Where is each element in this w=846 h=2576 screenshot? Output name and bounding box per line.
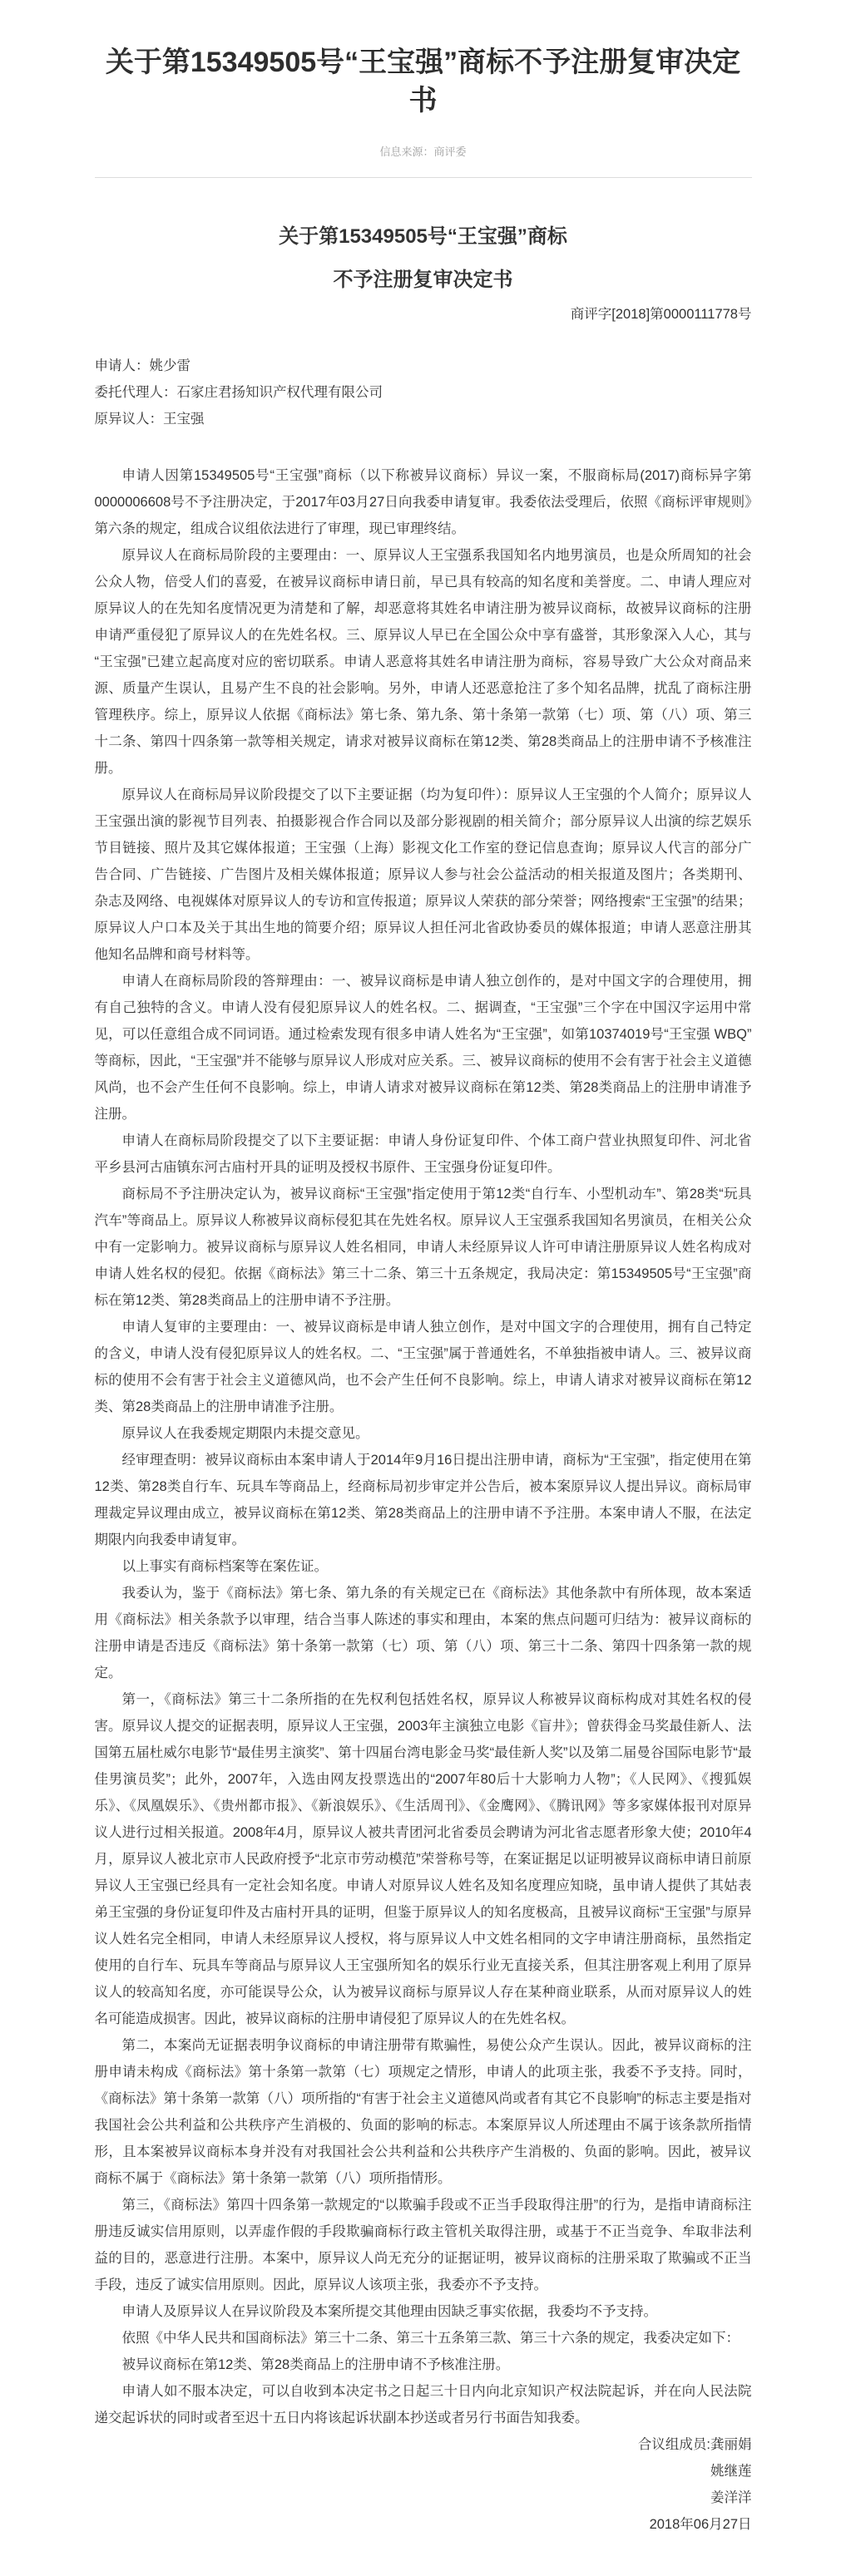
case-number: 商评字[2018]第0000111778号 xyxy=(570,307,752,322)
paragraph: 被异议商标在第12类、第28类商品上的注册申请不予核准注册。 xyxy=(121,2357,510,2372)
source-line xyxy=(95,143,752,159)
paragraph: 商标局不予注册决定认为，被异议商标“王宝强”指定使用于第12类“自行车、小型机动车”、第28类“玩具汽车”等商品上。原异议人称被异议商标侵犯其在先姓名权。原异议人王宝强系我国知名男演员，在相关公众中有一定影响力。被异议商标与原异议人姓名相同，申请人未经原异议人许可申请注册原异议人姓名构成对申请人姓名权的侵犯。依据《商标法》第三十二条、第三十五条规定，我局决定：第15349505号“王宝强”商标在第12类、第28类商品上的注册申请不予注册。 xyxy=(94,1187,752,1308)
paragraph: 以上事实有商标档案等在案佐证。 xyxy=(121,1559,328,1574)
party-line: 委托代理人：石家庄君扬知识产权代理有限公司 xyxy=(94,385,383,400)
signature-line: 合议组成员:龚丽娟 xyxy=(637,2437,752,2452)
paragraph: 申请人及原异议人在异议阶段及本案所提交其他理由因缺乏事实依据，我委均不予支持。 xyxy=(121,2304,657,2319)
parties-block xyxy=(95,353,752,432)
paragraph: 第二，本案尚无证据表明争议商标的申请注册带有欺骗性，易使公众产生误认。因此，被异议商标的注册申请未构成《商标法》第十条第一款第（七）项规定之情形，申请人的此项主张，我委不予支持。同时，《商标法》第十条第一款第（八）项所指的“有害于社会主义道德风尚或者有其它不良影响”的标志主要是指对我国社会公共利益和公共秩序产生消极的、负面的影响的标志。本案原异议人所述理由不属于该条款所指情形，且本案被异议商标本身并没有对我国社会公共利益和公共秩序产生消极的、负面的影响。因此，被异议商标不属于《商标法》第十条第一款第（八）项所指情形。 xyxy=(94,2038,752,2186)
source-label: 信息来源：商评委 xyxy=(379,146,467,158)
paragraph: 第一，《商标法》第三十二条所指的在先权利包括姓名权，原异议人称被异议商标构成对其姓名权的侵害。原异议人提交的证据表明，原异议人王宝强，2003年主演独立电影《盲井》；曾获得金马奖最佳新人、法国第五届杜威尔电影节“最佳男主演奖”、第十四届台湾电影金马奖“最佳新人奖”以及第二届曼谷国际电影节“最佳男演员奖”；此外，2007年，入选由网友投票选出的“2007年80后十大影响力人物”；《人民网》、《搜狐娱乐》、《凤凰娱乐》、《贵州都市报》、《新浪娱乐》、《生活周刊》、《金鹰网》、《腾讯网》等多家媒体报刊对原异议人进行过相关报道。2008年4月，原异议人被共青团河北省委员会聘请为河北省志愿者形象大使；2010年4月，原异议人被北京市人民政府授予“北京市劳动模范”荣誉称号等，在案证据足以证明被异议商标申请日前原异议人王宝强已经具有一定社会知名度。申请人对原异议人姓名及知名度理应知晓，虽申请人提供了其姑表弟王宝强的身份证复印件及古庙村开具的证明，但鉴于原异议人的知名度极高，且被异议商标“王宝强”与原异议人姓名完全相同，申请人未经原异议人授权，将与原异议人中文姓名相同的文字申请注册商标，虽然指定使用的自行车、玩具车等商品与原异议人王宝强所知名的娱乐行业无直接关系，但其注册客观上利用了原异议人的较高知名度，亦可能误导公众，认为被异议商标与原异议人存在某种商业联系，从而对原异议人的姓名可能造成损害。因此，被异议商标的注册申请侵犯了原异议人的在先姓名权。 xyxy=(94,1692,752,2026)
document-title-line2: 不予注册复审决定书 xyxy=(333,269,513,291)
paragraph: 原异议人在商标局阶段的主要理由：一、原异议人王宝强系我国知名内地男演员，也是众所周知的社会公众人物，倍受人们的喜爱，在被异议商标申请日前，早已具有较高的知名度和美誉度。二、申请人理应对原异议人的在先知名度情况更为清楚和了解，却恶意将其姓名申请注册为被异议商标，故被异议商标的注册申请严重侵犯了原异议人的在先姓名权。三、原异议人早已在全国公众中享有盛誉，其形象深入人心，其与“王宝强”已建立起高度对应的密切联系。申请人恶意将其姓名申请注册为商标，容易导致广大公众对商品来源、质量产生误认，且易产生不良的社会影响。另外，申请人还恶意抢注了多个知名品牌，扰乱了商标注册管理秩序。综上，原异议人依据《商标法》第七条、第九条、第十条第一款第（七）项、第（八）项、第三十二条、第四十四条第一款等相关规定，请求对被异议商标在第12类、第28类商品上的注册申请不予核准注册。 xyxy=(94,548,752,776)
paragraph: 原异议人在商标局异议阶段提交了以下主要证据（均为复印件）：原异议人王宝强的个人简介；原异议人王宝强出演的影视节目列表、拍摄影视合作合同以及部分影视剧的相关简介；部分原异议人出演的综艺娱乐节目链接、照片及其它媒体报道；王宝强（上海）影视文化工作室的登记信息查询；原异议人代言的部分广告合同、广告链接、广告图片及相关媒体报道；原异议人参与社会公益活动的相关报道及图片；各类期刊、杂志及网络、电视媒体对原异议人的专访和宣传报道；原异议人荣获的部分荣誉；网络搜索“王宝强”的结果；原异议人户口本及关于其出生地的简要介绍；原异议人担任河北省政协委员的媒体报道；申请人恶意注册其他知名品牌和商号材料等。 xyxy=(94,787,752,962)
paragraph: 原异议人在我委规定期限内未提交意见。 xyxy=(121,1426,369,1441)
paragraph: 依照《中华人民共和国商标法》第三十二条、第三十五条第三款、第三十六条的规定，我委决定如下： xyxy=(121,2331,740,2346)
decision-document xyxy=(95,225,752,2576)
signature-line: 姚继莲 xyxy=(710,2464,752,2479)
paragraph: 申请人如不服本决定，可以自收到本决定书之日起三十日内向北京知识产权法院起诉，并在向人民法院递交起诉状的同时或者至迟十五日内将该起诉状副本抄送或者另行书面告知我委。 xyxy=(94,2384,752,2425)
paragraph: 申请人在商标局阶段提交了以下主要证据：申请人身份证复印件、个体工商户营业执照复印件、河北省平乡县河古庙镇东河古庙村开具的证明及授权书原件、王宝强身份证复印件。 xyxy=(94,1133,752,1175)
paragraph: 我委认为，鉴于《商标法》第七条、第九条的有关规定已在《商标法》其他条款中有所体现，故本案适用《商标法》相关条款予以审理，结合当事人陈述的事实和理由，本案的焦点问题可归结为：被异议商标的注册申请是否违反《商标法》第十条第一款第（七）项、第（八）项、第三十二条、第四十四条第一款的规定。 xyxy=(94,1586,752,1680)
party-line: 原异议人：王宝强 xyxy=(94,412,205,427)
document-body xyxy=(95,462,752,2431)
signature-line: 2018年06月27日 xyxy=(649,2517,752,2532)
article-page xyxy=(95,0,752,2576)
divider xyxy=(95,177,752,178)
document-title-line1: 关于第15349505号“王宝强”商标 xyxy=(279,225,567,248)
party-line: 申请人：姚少雷 xyxy=(94,358,190,373)
paragraph: 经审理查明：被异议商标由本案申请人于2014年9月16日提出注册申请，商标为“王宝强”，指定使用在第12类、第28类自行车、玩具车等商品上，经商标局初步审定并公告后，被本案原异议人提出异议。商标局审理裁定异议理由成立，被异议商标在第12类、第28类商品上的注册申请不予注册。本案申请人不服，在法定期限内向我委申请复审。 xyxy=(94,1453,752,1547)
signature-block xyxy=(95,2431,752,2576)
paragraph: 申请人因第15349505号“王宝强”商标（以下称被异议商标）异议一案，不服商标局(2017)商标异字第0000006608号不予注册决定，于2017年03月27日向我委申请复审。我委依法受理后，依照《商标评审规则》第六条的规定，组成合议组依法进行了审理，现已审理终结。 xyxy=(94,468,752,536)
signature-line: 姜洋洋 xyxy=(710,2490,752,2505)
paragraph: 第三，《商标法》第四十四条第一款规定的“以欺骗手段或不正当手段取得注册”的行为，是指申请商标注册违反诚实信用原则，以弄虚作假的手段欺骗商标行政主管机关取得注册，或基于不正当竞争、牟取非法利益的目的，恶意进行注册。本案中，原异议人尚无充分的证据证明，被异议商标的注册采取了欺骗或不正当手段，违反了诚实信用原则。因此，原异议人该项主张，我委亦不予支持。 xyxy=(94,2198,752,2292)
paragraph: 申请人在商标局阶段的答辩理由：一、被异议商标是申请人独立创作的，是对中国文字的合理使用，拥有自己独特的含义。申请人没有侵犯原异议人的姓名权。二、据调查，“王宝强”三个字在中国汉字运用中常见，可以任意组合成不同词语。通过检索发现有很多申请人姓名为“王宝强”，如第10374019号“王宝强 WBQ”等商标，因此，“王宝强”并不能够与原异议人形成对应关系。三、被异议商标的使用不会有害于社会主义道德风尚，也不会产生任何不良影响。综上，申请人请求对被异议商标在第12类、第28类商品上的注册申请准予注册。 xyxy=(94,974,752,1122)
paragraph: 申请人复审的主要理由：一、被异议商标是申请人独立创作，是对中国文字的合理使用，拥有自己特定的含义，申请人没有侵犯原异议人的姓名权。二、“王宝强”属于普通姓名，不单独指被申请人。三、被异议商标的使用不会有害于社会主义道德风尚，也不会产生任何不良影响。综上，申请人请求对被异议商标在第12类、第28类商品上的注册申请准予注册。 xyxy=(94,1320,752,1414)
page-title: 关于第15349505号“王宝强”商标不予注册复审决定书 xyxy=(105,47,741,116)
